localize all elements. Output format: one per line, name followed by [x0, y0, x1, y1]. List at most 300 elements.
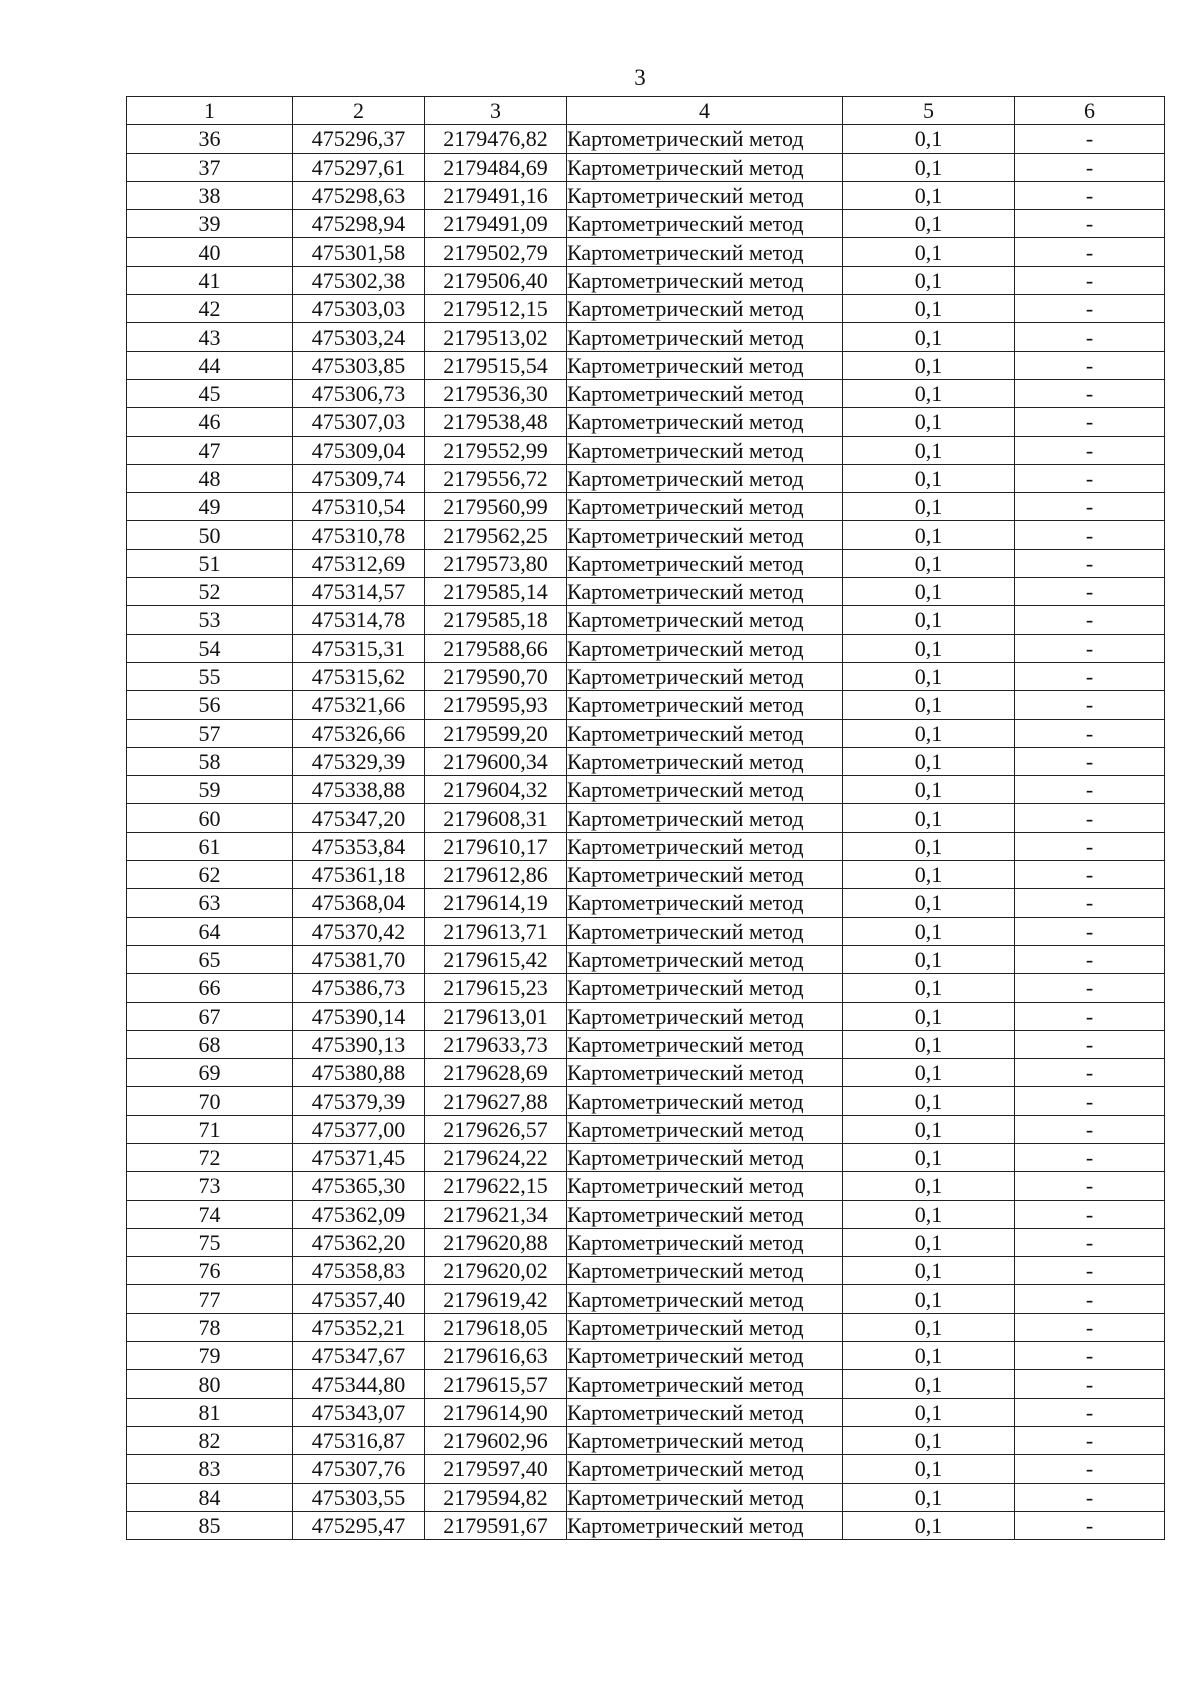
note-cell: - — [1015, 606, 1165, 634]
point-number-cell: 62 — [127, 861, 293, 889]
x-coordinate-cell: 475310,54 — [293, 493, 425, 521]
y-coordinate-cell: 2179599,20 — [425, 719, 567, 747]
accuracy-cell: 0,1 — [843, 691, 1015, 719]
accuracy-cell: 0,1 — [843, 1143, 1015, 1171]
accuracy-cell: 0,1 — [843, 1059, 1015, 1087]
table-row — [127, 1455, 1165, 1483]
accuracy-cell: 0,1 — [843, 1087, 1015, 1115]
accuracy-cell: 0,1 — [843, 181, 1015, 209]
accuracy-cell: 0,1 — [843, 1200, 1015, 1228]
point-number-cell: 80 — [127, 1370, 293, 1398]
method-cell: Картометрический метод — [567, 804, 843, 832]
point-number-cell: 70 — [127, 1087, 293, 1115]
accuracy-cell: 0,1 — [843, 1398, 1015, 1426]
point-number-cell: 83 — [127, 1455, 293, 1483]
method-cell: Картометрический метод — [567, 351, 843, 379]
point-number-cell: 82 — [127, 1426, 293, 1454]
table-row — [127, 776, 1165, 804]
method-cell: Картометрический метод — [567, 238, 843, 266]
note-cell: - — [1015, 351, 1165, 379]
point-number-cell: 41 — [127, 266, 293, 294]
note-cell: - — [1015, 804, 1165, 832]
y-coordinate-cell: 2179512,15 — [425, 295, 567, 323]
point-number-cell: 60 — [127, 804, 293, 832]
point-number-cell: 77 — [127, 1285, 293, 1313]
table-row — [127, 1030, 1165, 1058]
table-row — [127, 408, 1165, 436]
x-coordinate-cell: 475381,70 — [293, 945, 425, 973]
x-coordinate-cell: 475314,78 — [293, 606, 425, 634]
point-number-cell: 79 — [127, 1342, 293, 1370]
note-cell: - — [1015, 889, 1165, 917]
y-coordinate-cell: 2179612,86 — [425, 861, 567, 889]
accuracy-cell: 0,1 — [843, 351, 1015, 379]
accuracy-cell: 0,1 — [843, 549, 1015, 577]
note-cell: - — [1015, 1030, 1165, 1058]
note-cell: - — [1015, 1426, 1165, 1454]
y-coordinate-cell: 2179585,18 — [425, 606, 567, 634]
note-cell: - — [1015, 1257, 1165, 1285]
point-number-cell: 38 — [127, 181, 293, 209]
method-cell: Картометрический метод — [567, 1511, 843, 1539]
y-coordinate-cell: 2179491,16 — [425, 181, 567, 209]
point-number-cell: 81 — [127, 1398, 293, 1426]
table-row — [127, 606, 1165, 634]
table-row — [127, 1483, 1165, 1511]
column-header: 1 — [127, 97, 293, 125]
y-coordinate-cell: 2179573,80 — [425, 549, 567, 577]
table-row — [127, 436, 1165, 464]
y-coordinate-cell: 2179618,05 — [425, 1313, 567, 1341]
y-coordinate-cell: 2179619,42 — [425, 1285, 567, 1313]
accuracy-cell: 0,1 — [843, 238, 1015, 266]
note-cell: - — [1015, 1313, 1165, 1341]
method-cell: Картометрический метод — [567, 125, 843, 153]
note-cell: - — [1015, 1115, 1165, 1143]
accuracy-cell: 0,1 — [843, 861, 1015, 889]
table-row — [127, 1059, 1165, 1087]
x-coordinate-cell: 475329,39 — [293, 747, 425, 775]
table-row — [127, 379, 1165, 407]
accuracy-cell: 0,1 — [843, 323, 1015, 351]
method-cell: Картометрический метод — [567, 1342, 843, 1370]
table-row — [127, 1172, 1165, 1200]
note-cell: - — [1015, 1342, 1165, 1370]
y-coordinate-cell: 2179615,57 — [425, 1370, 567, 1398]
x-coordinate-cell: 475303,03 — [293, 295, 425, 323]
y-coordinate-cell: 2179562,25 — [425, 521, 567, 549]
accuracy-cell: 0,1 — [843, 1172, 1015, 1200]
method-cell: Картометрический метод — [567, 1087, 843, 1115]
y-coordinate-cell: 2179536,30 — [425, 379, 567, 407]
x-coordinate-cell: 475365,30 — [293, 1172, 425, 1200]
point-number-cell: 65 — [127, 945, 293, 973]
table-row — [127, 747, 1165, 775]
table-row — [127, 861, 1165, 889]
note-cell: - — [1015, 464, 1165, 492]
point-number-cell: 55 — [127, 662, 293, 690]
method-cell: Картометрический метод — [567, 776, 843, 804]
accuracy-cell: 0,1 — [843, 1115, 1015, 1143]
note-cell: - — [1015, 776, 1165, 804]
accuracy-cell: 0,1 — [843, 1483, 1015, 1511]
table-row — [127, 1511, 1165, 1539]
accuracy-cell: 0,1 — [843, 521, 1015, 549]
table-row — [127, 1228, 1165, 1256]
table-row — [127, 521, 1165, 549]
y-coordinate-cell: 2179604,32 — [425, 776, 567, 804]
point-number-cell: 54 — [127, 634, 293, 662]
method-cell: Картометрический метод — [567, 606, 843, 634]
column-header: 2 — [293, 97, 425, 125]
table-row — [127, 549, 1165, 577]
method-cell: Картометрический метод — [567, 1257, 843, 1285]
accuracy-cell: 0,1 — [843, 1313, 1015, 1341]
y-coordinate-cell: 2179552,99 — [425, 436, 567, 464]
point-number-cell: 57 — [127, 719, 293, 747]
method-cell: Картометрический метод — [567, 1285, 843, 1313]
y-coordinate-cell: 2179620,88 — [425, 1228, 567, 1256]
table-row — [127, 266, 1165, 294]
method-cell: Картометрический метод — [567, 266, 843, 294]
method-cell: Картометрический метод — [567, 1030, 843, 1058]
y-coordinate-cell: 2179491,09 — [425, 210, 567, 238]
method-cell: Картометрический метод — [567, 662, 843, 690]
table-row — [127, 691, 1165, 719]
method-cell: Картометрический метод — [567, 1370, 843, 1398]
method-cell: Картометрический метод — [567, 691, 843, 719]
method-cell: Картометрический метод — [567, 1200, 843, 1228]
table-row — [127, 1257, 1165, 1285]
x-coordinate-cell: 475298,94 — [293, 210, 425, 238]
point-number-cell: 84 — [127, 1483, 293, 1511]
y-coordinate-cell: 2179615,23 — [425, 974, 567, 1002]
method-cell: Картометрический метод — [567, 464, 843, 492]
note-cell: - — [1015, 153, 1165, 181]
note-cell: - — [1015, 1087, 1165, 1115]
point-number-cell: 48 — [127, 464, 293, 492]
point-number-cell: 51 — [127, 549, 293, 577]
x-coordinate-cell: 475371,45 — [293, 1143, 425, 1171]
note-cell: - — [1015, 832, 1165, 860]
accuracy-cell: 0,1 — [843, 578, 1015, 606]
y-coordinate-cell: 2179591,67 — [425, 1511, 567, 1539]
y-coordinate-cell: 2179614,90 — [425, 1398, 567, 1426]
point-number-cell: 73 — [127, 1172, 293, 1200]
x-coordinate-cell: 475357,40 — [293, 1285, 425, 1313]
note-cell: - — [1015, 493, 1165, 521]
note-cell: - — [1015, 662, 1165, 690]
x-coordinate-cell: 475361,18 — [293, 861, 425, 889]
x-coordinate-cell: 475370,42 — [293, 917, 425, 945]
x-coordinate-cell: 475362,20 — [293, 1228, 425, 1256]
x-coordinate-cell: 475309,04 — [293, 436, 425, 464]
table-row — [127, 1087, 1165, 1115]
y-coordinate-cell: 2179600,34 — [425, 747, 567, 775]
table-row — [127, 464, 1165, 492]
note-cell: - — [1015, 1398, 1165, 1426]
table-row — [127, 634, 1165, 662]
note-cell: - — [1015, 1511, 1165, 1539]
y-coordinate-cell: 2179608,31 — [425, 804, 567, 832]
accuracy-cell: 0,1 — [843, 1228, 1015, 1256]
table-row — [127, 1342, 1165, 1370]
note-cell: - — [1015, 379, 1165, 407]
x-coordinate-cell: 475321,66 — [293, 691, 425, 719]
y-coordinate-cell: 2179590,70 — [425, 662, 567, 690]
point-number-cell: 68 — [127, 1030, 293, 1058]
x-coordinate-cell: 475307,03 — [293, 408, 425, 436]
table-row — [127, 832, 1165, 860]
note-cell: - — [1015, 974, 1165, 1002]
method-cell: Картометрический метод — [567, 521, 843, 549]
accuracy-cell: 0,1 — [843, 210, 1015, 238]
method-cell: Картометрический метод — [567, 861, 843, 889]
y-coordinate-cell: 2179585,14 — [425, 578, 567, 606]
accuracy-cell: 0,1 — [843, 379, 1015, 407]
note-cell: - — [1015, 1059, 1165, 1087]
table-row — [127, 1426, 1165, 1454]
accuracy-cell: 0,1 — [843, 662, 1015, 690]
accuracy-cell: 0,1 — [843, 974, 1015, 1002]
note-cell: - — [1015, 1002, 1165, 1030]
note-cell: - — [1015, 323, 1165, 351]
accuracy-cell: 0,1 — [843, 1455, 1015, 1483]
method-cell: Картометрический метод — [567, 974, 843, 1002]
method-cell: Картометрический метод — [567, 578, 843, 606]
accuracy-cell: 0,1 — [843, 1511, 1015, 1539]
accuracy-cell: 0,1 — [843, 832, 1015, 860]
y-coordinate-cell: 2179622,15 — [425, 1172, 567, 1200]
point-number-cell: 43 — [127, 323, 293, 351]
y-coordinate-cell: 2179627,88 — [425, 1087, 567, 1115]
y-coordinate-cell: 2179594,82 — [425, 1483, 567, 1511]
note-cell: - — [1015, 945, 1165, 973]
note-cell: - — [1015, 238, 1165, 266]
table-row — [127, 295, 1165, 323]
accuracy-cell: 0,1 — [843, 436, 1015, 464]
table-row — [127, 662, 1165, 690]
method-cell: Картометрический метод — [567, 1143, 843, 1171]
y-coordinate-cell: 2179595,93 — [425, 691, 567, 719]
y-coordinate-cell: 2179626,57 — [425, 1115, 567, 1143]
point-number-cell: 76 — [127, 1257, 293, 1285]
column-header: 5 — [843, 97, 1015, 125]
x-coordinate-cell: 475347,20 — [293, 804, 425, 832]
note-cell: - — [1015, 861, 1165, 889]
accuracy-cell: 0,1 — [843, 1342, 1015, 1370]
y-coordinate-cell: 2179613,71 — [425, 917, 567, 945]
x-coordinate-cell: 475343,07 — [293, 1398, 425, 1426]
table-row — [127, 804, 1165, 832]
x-coordinate-cell: 475353,84 — [293, 832, 425, 860]
table-row — [127, 578, 1165, 606]
method-cell: Картометрический метод — [567, 889, 843, 917]
note-cell: - — [1015, 1172, 1165, 1200]
method-cell: Картометрический метод — [567, 408, 843, 436]
y-coordinate-cell: 2179513,02 — [425, 323, 567, 351]
x-coordinate-cell: 475380,88 — [293, 1059, 425, 1087]
accuracy-cell: 0,1 — [843, 606, 1015, 634]
note-cell: - — [1015, 125, 1165, 153]
x-coordinate-cell: 475377,00 — [293, 1115, 425, 1143]
method-cell: Картометрический метод — [567, 181, 843, 209]
x-coordinate-cell: 475390,13 — [293, 1030, 425, 1058]
x-coordinate-cell: 475358,83 — [293, 1257, 425, 1285]
x-coordinate-cell: 475362,09 — [293, 1200, 425, 1228]
x-coordinate-cell: 475307,76 — [293, 1455, 425, 1483]
y-coordinate-cell: 2179588,66 — [425, 634, 567, 662]
point-number-cell: 72 — [127, 1143, 293, 1171]
point-number-cell: 66 — [127, 974, 293, 1002]
point-number-cell: 40 — [127, 238, 293, 266]
point-number-cell: 58 — [127, 747, 293, 775]
x-coordinate-cell: 475309,74 — [293, 464, 425, 492]
table-row — [127, 1143, 1165, 1171]
method-cell: Картометрический метод — [567, 379, 843, 407]
x-coordinate-cell: 475301,58 — [293, 238, 425, 266]
accuracy-cell: 0,1 — [843, 408, 1015, 436]
y-coordinate-cell: 2179597,40 — [425, 1455, 567, 1483]
accuracy-cell: 0,1 — [843, 1285, 1015, 1313]
point-number-cell: 46 — [127, 408, 293, 436]
x-coordinate-cell: 475344,80 — [293, 1370, 425, 1398]
method-cell: Картометрический метод — [567, 1172, 843, 1200]
point-number-cell: 45 — [127, 379, 293, 407]
y-coordinate-cell: 2179560,99 — [425, 493, 567, 521]
table-row — [127, 1398, 1165, 1426]
x-coordinate-cell: 475352,21 — [293, 1313, 425, 1341]
y-coordinate-cell: 2179602,96 — [425, 1426, 567, 1454]
method-cell: Картометрический метод — [567, 1313, 843, 1341]
point-number-cell: 64 — [127, 917, 293, 945]
y-coordinate-cell: 2179620,02 — [425, 1257, 567, 1285]
table-row — [127, 1370, 1165, 1398]
method-cell: Картометрический метод — [567, 436, 843, 464]
note-cell: - — [1015, 917, 1165, 945]
note-cell: - — [1015, 634, 1165, 662]
x-coordinate-cell: 475347,67 — [293, 1342, 425, 1370]
x-coordinate-cell: 475338,88 — [293, 776, 425, 804]
accuracy-cell: 0,1 — [843, 125, 1015, 153]
y-coordinate-cell: 2179624,22 — [425, 1143, 567, 1171]
y-coordinate-cell: 2179621,34 — [425, 1200, 567, 1228]
point-number-cell: 42 — [127, 295, 293, 323]
accuracy-cell: 0,1 — [843, 493, 1015, 521]
point-number-cell: 36 — [127, 125, 293, 153]
table-row — [127, 719, 1165, 747]
note-cell: - — [1015, 210, 1165, 238]
table-row — [127, 974, 1165, 1002]
note-cell: - — [1015, 181, 1165, 209]
accuracy-cell: 0,1 — [843, 804, 1015, 832]
table-row — [127, 210, 1165, 238]
x-coordinate-cell: 475379,39 — [293, 1087, 425, 1115]
x-coordinate-cell: 475314,57 — [293, 578, 425, 606]
point-number-cell: 49 — [127, 493, 293, 521]
point-number-cell: 75 — [127, 1228, 293, 1256]
table-row — [127, 889, 1165, 917]
accuracy-cell: 0,1 — [843, 1257, 1015, 1285]
x-coordinate-cell: 475368,04 — [293, 889, 425, 917]
x-coordinate-cell: 475303,24 — [293, 323, 425, 351]
coordinates-table — [126, 96, 1165, 1540]
y-coordinate-cell: 2179610,17 — [425, 832, 567, 860]
y-coordinate-cell: 2179556,72 — [425, 464, 567, 492]
note-cell: - — [1015, 1200, 1165, 1228]
method-cell: Картометрический метод — [567, 1455, 843, 1483]
x-coordinate-cell: 475390,14 — [293, 1002, 425, 1030]
y-coordinate-cell: 2179484,69 — [425, 153, 567, 181]
accuracy-cell: 0,1 — [843, 295, 1015, 323]
point-number-cell: 47 — [127, 436, 293, 464]
method-cell: Картометрический метод — [567, 295, 843, 323]
point-number-cell: 69 — [127, 1059, 293, 1087]
point-number-cell: 56 — [127, 691, 293, 719]
accuracy-cell: 0,1 — [843, 266, 1015, 294]
x-coordinate-cell: 475306,73 — [293, 379, 425, 407]
accuracy-cell: 0,1 — [843, 776, 1015, 804]
note-cell: - — [1015, 691, 1165, 719]
table-row — [127, 1285, 1165, 1313]
method-cell: Картометрический метод — [567, 210, 843, 238]
x-coordinate-cell: 475296,37 — [293, 125, 425, 153]
y-coordinate-cell: 2179616,63 — [425, 1342, 567, 1370]
y-coordinate-cell: 2179633,73 — [425, 1030, 567, 1058]
accuracy-cell: 0,1 — [843, 634, 1015, 662]
note-cell: - — [1015, 719, 1165, 747]
column-header: 3 — [425, 97, 567, 125]
x-coordinate-cell: 475295,47 — [293, 1511, 425, 1539]
table-header-row — [127, 97, 1165, 125]
note-cell: - — [1015, 747, 1165, 775]
method-cell: Картометрический метод — [567, 1115, 843, 1143]
method-cell: Картометрический метод — [567, 153, 843, 181]
note-cell: - — [1015, 549, 1165, 577]
point-number-cell: 59 — [127, 776, 293, 804]
method-cell: Картометрический метод — [567, 719, 843, 747]
table-row — [127, 1313, 1165, 1341]
method-cell: Картометрический метод — [567, 747, 843, 775]
y-coordinate-cell: 2179502,79 — [425, 238, 567, 266]
x-coordinate-cell: 475312,69 — [293, 549, 425, 577]
page-number: 3 — [634, 65, 646, 90]
point-number-cell: 50 — [127, 521, 293, 549]
column-header: 4 — [567, 97, 843, 125]
point-number-cell: 63 — [127, 889, 293, 917]
note-cell: - — [1015, 1483, 1165, 1511]
note-cell: - — [1015, 521, 1165, 549]
point-number-cell: 67 — [127, 1002, 293, 1030]
accuracy-cell: 0,1 — [843, 889, 1015, 917]
table-row — [127, 945, 1165, 973]
accuracy-cell: 0,1 — [843, 747, 1015, 775]
method-cell: Картометрический метод — [567, 1228, 843, 1256]
table-row — [127, 323, 1165, 351]
method-cell: Картометрический метод — [567, 1483, 843, 1511]
note-cell: - — [1015, 1143, 1165, 1171]
point-number-cell: 52 — [127, 578, 293, 606]
note-cell: - — [1015, 408, 1165, 436]
table-row — [127, 1002, 1165, 1030]
accuracy-cell: 0,1 — [843, 719, 1015, 747]
table-body — [127, 125, 1165, 1540]
note-cell: - — [1015, 295, 1165, 323]
method-cell: Картометрический метод — [567, 1426, 843, 1454]
method-cell: Картометрический метод — [567, 832, 843, 860]
table-row — [127, 153, 1165, 181]
note-cell: - — [1015, 1285, 1165, 1313]
